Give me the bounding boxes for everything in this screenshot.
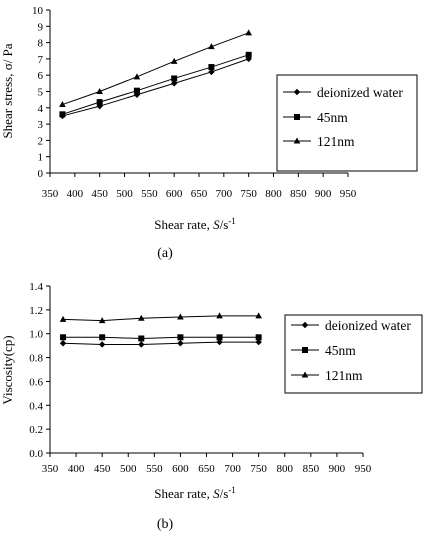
x-tick-label: 800 — [265, 188, 282, 200]
x-tick-label: 600 — [165, 188, 183, 200]
data-point-0 — [99, 341, 105, 347]
x-tick-label: 850 — [290, 188, 307, 200]
y-tick-label: 8 — [37, 37, 43, 50]
x-tick-label: 650 — [190, 188, 208, 200]
panel-label: (a) — [157, 246, 173, 261]
x-tick-label: 850 — [302, 463, 320, 475]
x-axis-label-base: Shear rate, — [154, 217, 214, 232]
data-point-1 — [138, 335, 144, 341]
data-point-0 — [60, 340, 66, 346]
series-line-1 — [62, 55, 248, 114]
x-axis-label — [154, 216, 236, 232]
x-tick-label: 400 — [66, 188, 84, 200]
legend-label: 45nm — [317, 110, 348, 125]
y-tick-label: 0 — [37, 168, 43, 180]
y-tick-label: 0.4 — [29, 400, 43, 413]
x-tick-label: 950 — [354, 463, 372, 475]
data-point-1 — [177, 334, 183, 340]
x-tick-label: 750 — [240, 188, 257, 200]
x-axis-label — [154, 485, 236, 501]
series-line-1 — [63, 337, 259, 338]
series-line-0 — [63, 342, 259, 344]
y-tick-label: 10 — [32, 5, 43, 17]
y-axis-label: Shear stress, σ/ Pa — [0, 43, 15, 139]
data-point-1 — [97, 99, 103, 105]
x-axis-label-unit: /s — [219, 486, 229, 501]
chart-panel-a — [0, 5, 417, 261]
y-tick-label: 1.4 — [29, 281, 43, 293]
x-axis-label-exponent: -1 — [228, 216, 236, 226]
y-tick-label: 0.2 — [29, 424, 43, 437]
data-point-1 — [60, 334, 66, 340]
x-axis-label-symbol: S — [213, 486, 220, 501]
x-tick-label: 500 — [120, 463, 137, 475]
data-point-1 — [99, 334, 105, 340]
x-tick-label: 800 — [276, 463, 293, 475]
legend-marker — [302, 347, 308, 353]
x-tick-label: 550 — [141, 188, 158, 200]
x-tick-label: 500 — [116, 188, 133, 200]
x-tick-label: 350 — [41, 463, 59, 475]
x-axis-label-symbol: S — [213, 217, 220, 232]
x-tick-label: 450 — [91, 188, 108, 200]
y-tick-label: 4 — [37, 102, 43, 115]
data-point-2 — [60, 316, 67, 322]
y-tick-label: 6 — [37, 70, 43, 83]
x-axis-label-base: Shear rate, — [154, 486, 214, 501]
data-point-1 — [134, 88, 140, 94]
data-point-1 — [256, 334, 262, 340]
x-tick-label: 600 — [172, 463, 189, 475]
data-point-2 — [245, 29, 252, 35]
x-tick-label: 650 — [198, 463, 215, 475]
y-tick-label: 0.8 — [29, 352, 43, 365]
y-tick-label: 3 — [37, 119, 43, 132]
y-tick-label: 0.0 — [29, 448, 43, 460]
legend-label: 121nm — [317, 134, 355, 149]
x-tick-label: 950 — [339, 188, 357, 200]
x-tick-label: 900 — [314, 188, 332, 200]
y-tick-label: 0.6 — [29, 376, 43, 389]
x-tick-label: 750 — [250, 463, 267, 475]
y-tick-label: 7 — [37, 53, 43, 66]
series-line-2 — [63, 316, 259, 321]
y-axis-label: Viscosity(cp) — [0, 335, 15, 405]
x-tick-label: 900 — [328, 463, 346, 475]
chart-panel-b — [0, 281, 422, 532]
data-point-1 — [208, 64, 214, 70]
x-axis-label-unit: /s — [219, 217, 229, 232]
x-tick-label: 700 — [215, 188, 233, 200]
x-tick-label: 400 — [67, 463, 85, 475]
x-tick-label: 700 — [224, 463, 241, 475]
data-point-1 — [171, 75, 177, 81]
legend-label: deionized water — [325, 318, 411, 333]
data-point-1 — [59, 111, 65, 117]
series-line-0 — [62, 59, 248, 116]
data-point-0 — [177, 340, 183, 346]
y-tick-label: 2 — [37, 135, 43, 148]
x-tick-label: 350 — [41, 188, 59, 200]
data-point-0 — [138, 341, 144, 347]
y-tick-label: 9 — [37, 21, 43, 34]
y-tick-label: 1.0 — [29, 328, 43, 341]
legend-label: deionized water — [317, 85, 403, 100]
legend-label: 45nm — [325, 343, 356, 358]
x-tick-label: 450 — [93, 463, 111, 475]
legend-label: 121nm — [325, 368, 363, 383]
y-tick-label: 5 — [37, 86, 43, 99]
x-tick-label: 550 — [146, 463, 163, 475]
y-tick-label: 1 — [37, 151, 43, 164]
legend-marker — [294, 114, 300, 120]
y-tick-label: 1.2 — [29, 304, 43, 317]
data-point-1 — [246, 52, 252, 58]
x-axis-label-exponent: -1 — [228, 485, 236, 495]
panel-label: (b) — [156, 517, 174, 532]
data-point-1 — [217, 334, 223, 340]
